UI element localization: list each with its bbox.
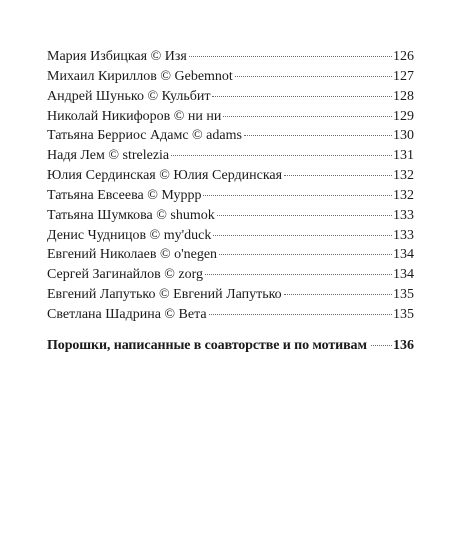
entry-page: 130: [393, 128, 414, 144]
dot-leader: [213, 235, 392, 236]
entry-title: Сергей Загинайлов © zorg: [47, 267, 204, 283]
entry-title: Денис Чудницов © my'duck: [47, 227, 212, 243]
toc-entry: [47, 226, 414, 246]
toc-entry: [47, 87, 414, 107]
toc-entry: [47, 126, 414, 146]
dot-leader: [284, 175, 392, 176]
toc-entry: [47, 67, 414, 87]
toc-entry: [47, 305, 414, 325]
entry-title: Николай Никифоров © ни ни: [47, 108, 222, 124]
entry-title: Мария Избицкая © Изя: [47, 49, 187, 64]
dot-leader: [217, 215, 392, 216]
dot-leader: [235, 76, 392, 77]
dot-leader: [219, 254, 392, 255]
entry-page: 131: [393, 148, 414, 164]
section-page: 136: [393, 338, 414, 353]
dot-leader: [171, 155, 392, 156]
entry-title: Татьяна Берриос Адамс © adams: [47, 128, 242, 144]
entry-page: 134: [393, 267, 414, 283]
toc-entry: [47, 285, 414, 305]
entry-page: 132: [393, 168, 414, 184]
dot-leader: [371, 345, 392, 346]
entry-page: 135: [393, 287, 414, 303]
entry-title: Евгений Николаев © o'negen: [47, 247, 218, 263]
section-title: Порошки, написанные в соавторстве и по мотивам: [47, 338, 367, 353]
toc-entry: [47, 166, 414, 186]
entry-title: Михаил Кириллов © Gebemnot: [47, 68, 233, 84]
dot-leader: [189, 56, 392, 57]
entry-page: 127: [393, 68, 414, 84]
entry-title: Андрей Шунько © Кульбит: [47, 88, 211, 104]
dot-leader: [212, 96, 392, 97]
toc-entry: [47, 186, 414, 206]
dot-leader: [209, 314, 392, 315]
dot-leader: [284, 294, 392, 295]
dot-leader: [244, 135, 392, 136]
entry-page: 133: [393, 227, 414, 243]
dot-leader: [205, 274, 392, 275]
toc-entry: [47, 245, 414, 265]
dot-leader: [203, 195, 392, 196]
entry-title: Евгений Лапутько © Евгений Лапутько: [47, 287, 282, 303]
entry-page: 135: [393, 306, 414, 322]
entry-title: Татьяна Шумкова © shumok: [47, 207, 215, 223]
entry-page: 126: [393, 49, 414, 64]
entry-page: 129: [393, 108, 414, 124]
dot-leader: [223, 116, 392, 117]
entry-page: 134: [393, 247, 414, 263]
entry-page: 132: [393, 187, 414, 203]
entry-title: Юлия Сердинская © Юлия Сердинская: [47, 168, 283, 184]
entry-title: Татьяна Евсеева © Мурpp: [47, 187, 202, 203]
toc-entry: [47, 265, 414, 285]
entry-title: Надя Лем © strelezia: [47, 148, 170, 164]
toc-entry: [47, 47, 414, 67]
toc-entry: [47, 146, 414, 166]
toc-section-entry: [47, 336, 414, 356]
toc-entry: [47, 206, 414, 226]
entry-title: Светлана Шадрина © Вета: [47, 306, 207, 322]
entry-page: 128: [393, 88, 414, 104]
table-of-contents: [47, 47, 414, 325]
entry-page: 133: [393, 207, 414, 223]
toc-entry: [47, 107, 414, 127]
